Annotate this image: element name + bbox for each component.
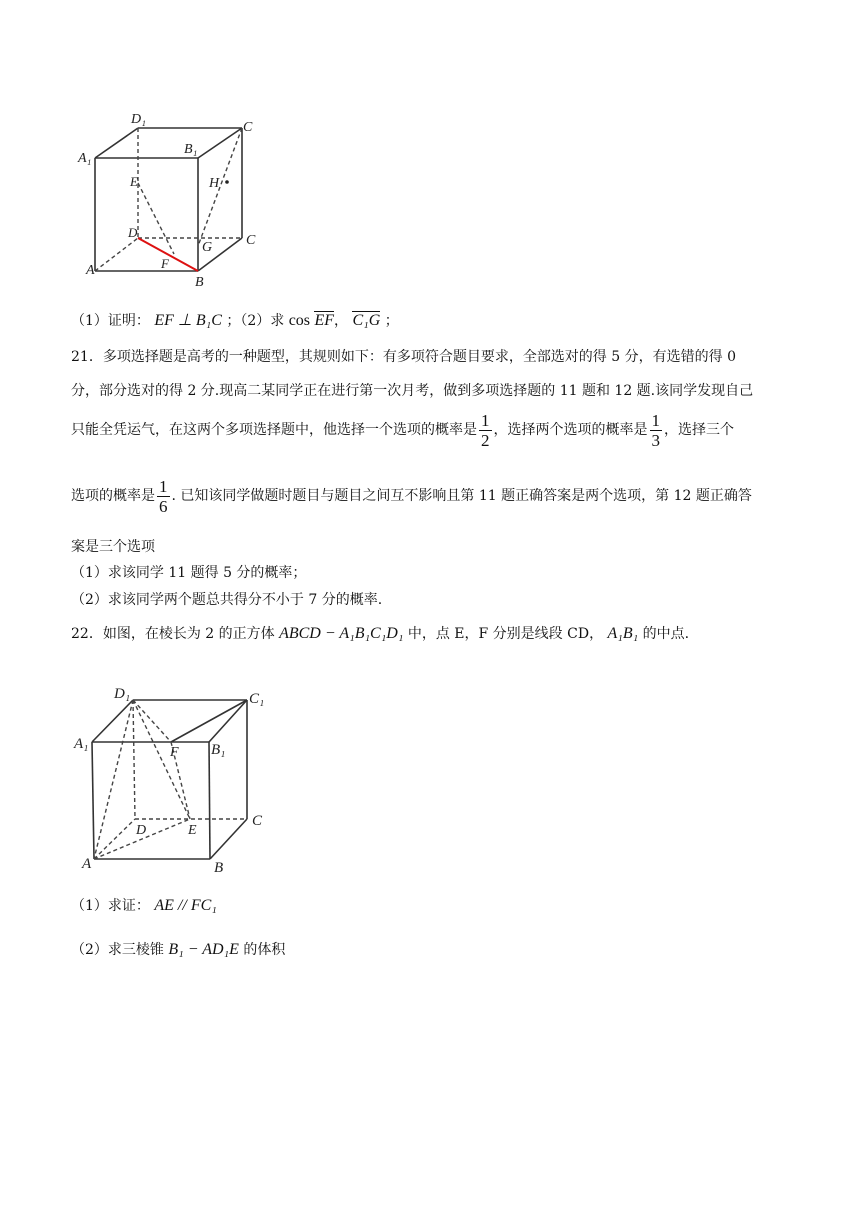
fig1-label-C-top: C — [243, 120, 253, 135]
fig2-label-E: E — [188, 823, 197, 838]
fig1-label-A1: A₁ — [78, 151, 92, 166]
q20-end: ； — [384, 313, 399, 329]
q22-intro — [71, 624, 689, 644]
fig1-label-G: G — [202, 240, 213, 255]
fig2-label-A: A — [82, 856, 92, 872]
q20-vector-c1g: C₁G — [352, 312, 381, 329]
q21-line3c: ，选择三个 — [664, 422, 734, 438]
q22-sub2-prefix: （2）求三棱锥 — [71, 942, 164, 958]
fig1-label-B1: B₁ — [184, 142, 198, 157]
fig1-label-F: F — [161, 256, 169, 271]
fraction-one-half: $\frac{1}{2}$ — [481, 410, 490, 450]
q21-line3 — [71, 410, 734, 450]
q22-sub1-prefix: （1）求证： — [71, 898, 150, 914]
fig2-label-C1: C₁ — [249, 691, 265, 707]
q21-line3a: 只能全凭运气，在这两个多项选择题中，他选择一个选项的概率是 — [71, 422, 477, 438]
q22-sub1 — [71, 896, 217, 916]
q22-sub1-math: AE // FC₁ — [154, 897, 217, 914]
q22-sub2-suffix: 的体积 — [243, 942, 286, 958]
fig2-label-C: C — [252, 813, 263, 829]
fig2-label-B: B — [214, 860, 224, 876]
q21-sub1: （1）求该同学 11 题得 5 分的概率； — [71, 565, 307, 581]
fig2-label-D: D — [136, 823, 147, 838]
fig1-label-A: A — [86, 263, 95, 278]
fig1-label-B: B — [195, 275, 204, 288]
q22-intro-a: 22．如图，在棱长为 2 的正方体 — [71, 626, 275, 642]
fig2-label-B1: B₁ — [211, 742, 226, 758]
q22-segment-a1b1: A₁B₁ — [607, 625, 639, 642]
fig1-label-E: E — [130, 174, 138, 189]
q21-line4a: 选项的概率是 — [71, 488, 155, 504]
fig2-label-D1: D₁ — [114, 686, 131, 702]
q21-sub2: （2）求该同学两个题总共得分不小于 7 分的概率. — [71, 592, 383, 608]
fig1-label-H: H — [209, 176, 220, 191]
q20-part1-math: EF ⊥ B₁C — [154, 312, 222, 329]
q20-part2-prefix: ；（2）求 — [226, 313, 285, 329]
q21-line1: 21．多项选择题是高考的一种题型，其规则如下：有多项符合题目要求，全部选对的得 5 分，有选错的得 0 — [71, 349, 736, 365]
q22-cube-name: ABCD − A₁B₁C₁D₁ — [279, 625, 404, 642]
q20-vector-ef: EF — [314, 312, 335, 329]
fraction-one-third: $\frac{1}{3}$ — [651, 410, 660, 450]
q21-line3b: ，选择两个选项的概率是 — [493, 422, 648, 438]
figure-cube-2 — [72, 676, 282, 876]
q20-cos: cos — [288, 312, 311, 329]
fig2-label-F: F — [170, 745, 179, 760]
q20-subquestions: （1）证明： EF ⊥ B₁C ；（2）求 cos EF， C₁G ； — [71, 312, 399, 329]
fig1-label-C: C — [246, 233, 256, 248]
q22-sub2-math: B₁ − AD₁E — [168, 941, 239, 958]
q22-intro-c: 的中点. — [642, 626, 690, 642]
figure-cube-1 — [70, 108, 270, 288]
q21-line2: 分，部分选对的得 2 分.现高二某同学正在进行第一次月考，做到多项选择题的 11 题和 12 题.该同学发现自己 — [71, 383, 754, 399]
fig2-label-A1: A₁ — [74, 736, 89, 752]
q21-line4 — [71, 476, 752, 516]
q22-intro-b: 中，点 E，F 分别是线段 CD， — [407, 626, 604, 642]
q21-line5: 案是三个选项 — [71, 539, 155, 555]
q22-sub2 — [71, 940, 285, 960]
fig1-label-D1: D₁ — [131, 112, 146, 127]
q21-line4b: . 已知该同学做题时题目与题目之间互不影响且第 11 题正确答案是两个选项，第 12 题正确答 — [171, 488, 752, 504]
fig1-label-D: D — [128, 225, 138, 240]
q20-part1-prefix: （1）证明： — [71, 313, 150, 329]
fraction-one-sixth: $\frac{1}{6}$ — [159, 476, 168, 516]
